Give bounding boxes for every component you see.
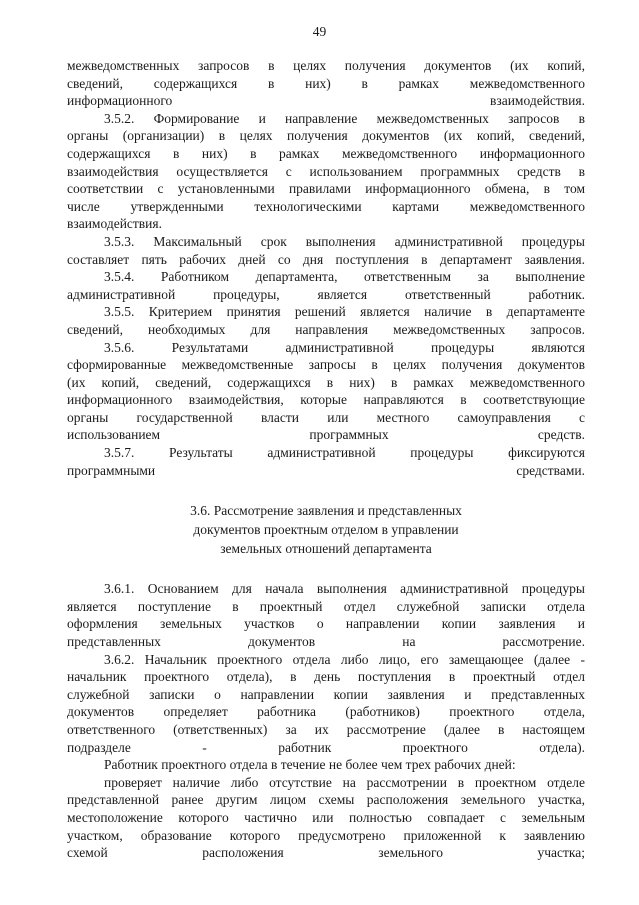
document-body (67, 57, 585, 862)
paragraph-3-6-1: 3.6.1. Основанием для начала выполнения административной процедуры является поступление в проектный отдел служебной записки отдела оформления земельных участков о направлении копии заявления и представленных документов на рассмотрение. (67, 581, 585, 650)
paragraph-3-6-2: 3.6.2. Начальник проектного отдела либо лицо, его замещающее (далее - начальник проектного отдела), в день поступления в проектный отдел служебной записки о направлении копии заявления и представленных документов определяет работника (работников) проектного отдела, ответственного (ответственных) за их рассмотрение (далее в настоящем подразделе - работник проектного отдела). (67, 651, 585, 755)
paragraph-worker-duties: Работник проектного отдела в течение не более чем трех рабочих дней: (104, 757, 516, 773)
paragraph-continuation: межведомственных запросов в целях получения документов (их копий, сведений, содержащихся в них) в рамках межведомственного информационного взаимодействия. (67, 58, 585, 109)
paragraph-3-5-3: 3.5.3. Максимальный срок выполнения административной процедуры составляет пять рабочих дней со дня поступления в департамент заявления. (67, 233, 585, 267)
paragraph-3-5-2: 3.5.2. Формирование и направление межведомственных запросов в органы (организации) в целях получения документов (их копий, сведений, содержащихся в них) в рамках межведомственного информационного взаимодействия осуществляется с использованием программных средств в соответствии с установленными правилами информационного обмена, в том числе утвержденными технологическими картами межведомственного взаимодействия. (67, 110, 585, 232)
paragraph-check-scheme: проверяет наличие либо отсутствие на рассмотрении в проектном отделе представленной ранее другим лицом схемы расположения земельного участка, местоположение которого частично или полностью совпадает с земельным участком, образование которого предусмотрено приложенной к заявлению схемой расположения земельного участка; (67, 774, 585, 861)
paragraph-3-5-5: 3.5.5. Критерием принятия решений является наличие в департаменте сведений, необходимых для направления межведомственных запросов. (67, 304, 585, 337)
paragraph-3-5-4: 3.5.4. Работником департамента, ответственным за выполнение административной процедуры, является ответственный работник. (67, 269, 585, 302)
paragraph-3-5-6: 3.5.6. Результатами административной процедуры являются сформированные межведомственные запросы в целях получения документов (их копий, сведений, содержащихся в них) в рамках межведомственного информационного взаимодействия, которые направляются в соответствующие органы государственной власти или местного самоуправления с использованием программных средств. (67, 339, 585, 443)
section-heading-3-6: 3.6. Рассмотрение заявления и представленных документов проектным отделом в управлении земельных отношений департамента (190, 503, 462, 557)
paragraph-3-5-7: 3.5.7. Результаты административной процедуры фиксируются программными средствами. (67, 445, 585, 478)
page-number: 49 (312, 24, 327, 39)
